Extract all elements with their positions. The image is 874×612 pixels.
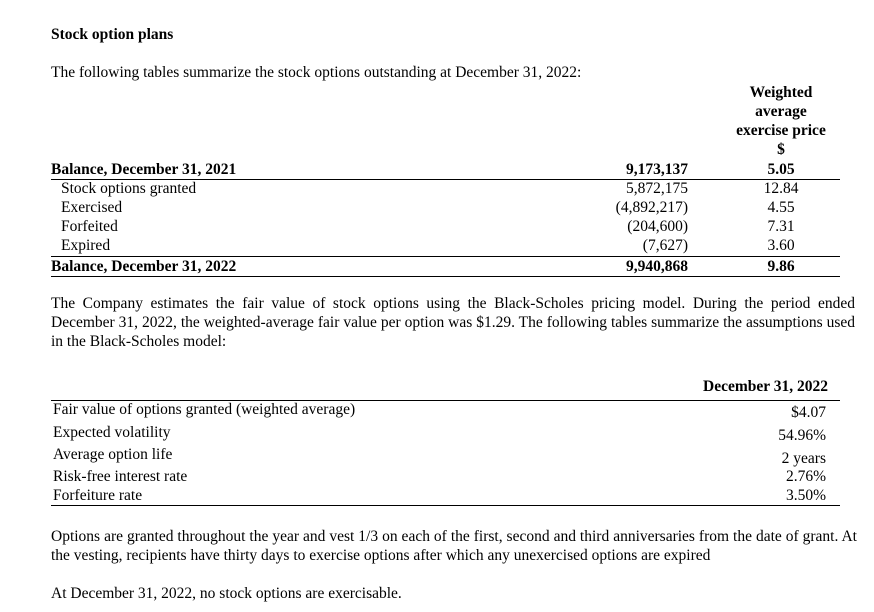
intro-text: The following tables summarize the stock options outstanding at December 31, 2022: [51, 64, 582, 81]
fair-value-paragraph: The Company estimates the fair value of stock options using the Black-Scholes pricing model. During the period ended December 31, 2022, the weighted-average fair value per option was $1.29. The following tables summarize the assumptions used in the Black-Scholes model: [51, 295, 855, 350]
exercisable-note: At December 31, 2022, no stock options are exercisable. [51, 585, 402, 602]
row-number: 5,872,175 [626, 180, 688, 197]
assumption-value: 3.50% [785, 487, 826, 504]
assumption-value: 2 years [781, 450, 826, 467]
options-table-line-mid [51, 256, 840, 257]
assumption-label: Fair value of options granted (weighted average) [53, 401, 356, 418]
row-label: Expired [61, 237, 111, 254]
options-header-line-1: Weighted [749, 84, 813, 101]
assumption-label: Expected volatility [53, 424, 171, 441]
assumption-value: 2.76% [785, 468, 826, 485]
row-label: Balance, December 31, 2022 [51, 258, 237, 275]
row-number: (204,600) [627, 218, 688, 235]
vesting-paragraph: Options are granted throughout the year and vest 1/3 on each of the first, second and third anniversaries from the date of grant. At the vesting, recipients have thirty days to exercise options after which any unexercised options are expired [51, 528, 857, 564]
row-label: Balance, December 31, 2021 [51, 161, 237, 178]
row-number: (4,892,217) [615, 199, 688, 216]
row-number: 9,173,137 [626, 161, 688, 178]
row-price: 3.60 [767, 237, 795, 254]
assumptions-header: December 31, 2022 [703, 378, 828, 395]
row-label: Forfeited [61, 218, 118, 235]
row-price: 5.05 [767, 161, 795, 178]
row-label: Exercised [61, 199, 123, 216]
row-price: 4.55 [767, 199, 795, 216]
assumption-label: Average option life [53, 446, 173, 463]
assumptions-table-line-bottom [51, 505, 840, 506]
options-header-line-3: exercise price [736, 122, 826, 139]
row-price: 7.31 [767, 218, 795, 235]
assumption-value: 54.96% [778, 427, 826, 444]
options-table-line-bottom [51, 276, 840, 277]
assumption-label: Forfeiture rate [53, 487, 143, 504]
row-label: Stock options granted [61, 180, 197, 197]
row-price: 12.84 [763, 180, 799, 197]
assumption-label: Risk-free interest rate [53, 468, 188, 485]
section-title: Stock option plans [51, 26, 174, 43]
row-price: 9.86 [767, 258, 795, 275]
options-header-line-2: average [755, 103, 807, 120]
assumption-value: $4.07 [791, 404, 826, 421]
row-number: 9,940,868 [626, 258, 688, 275]
options-header-currency: $ [777, 141, 785, 158]
row-number: (7,627) [642, 237, 688, 254]
